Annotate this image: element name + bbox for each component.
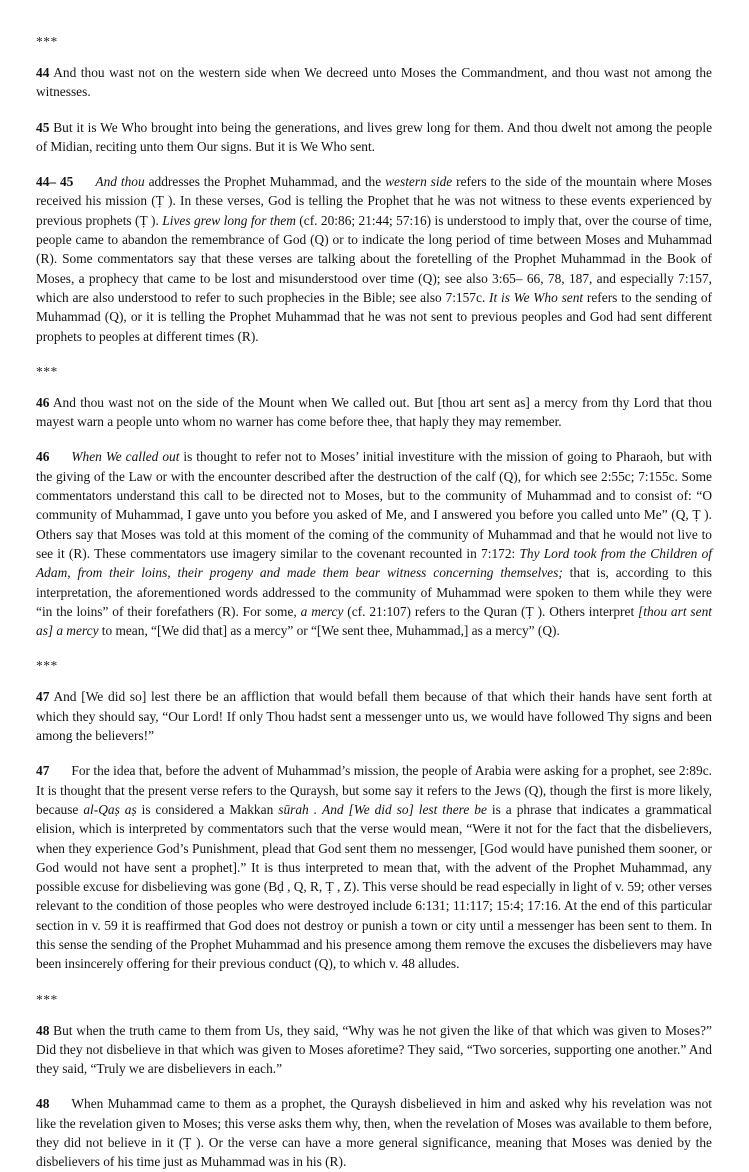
verse-text-44: And thou wast not on the western side when We decreed unto Moses the Commandment, and thou wast not among the witnesses. [36, 65, 713, 100]
verse-paragraph-47 [36, 687, 712, 745]
verse-text-46: And thou wast not on the side of the Mount when We called out. But [thou art sent as] a mercy from thy Lord that thou mayest warn a people unto whom no warner has come before thee, that haply they may remember. [36, 394, 712, 430]
verse-text-47: And [We did so] lest there be an affliction that would befall them because of that which their hands have sent forth at which they should say, “Our Lord! If only Thou hadst sent a messenger unto us, we would have followed Thy signs and been among the believers!” [36, 689, 713, 744]
verse-text-48: But when the truth came to them from Us, they said, “Why was he not given the like of that which was given to Moses?” Did they not disbelieve in that which was given to Moses aforetime? They said, “Two sorceries, supporting one another.” And they said, “Truly we are disbelievers in each.” [36, 1022, 712, 1077]
commentary-runs-46 [36, 449, 712, 638]
commentary-text: refers to the side of the mountain where Moses received his mission (Ṭ ). In these verses, God is telling the Prophet that he was not witness to these events experienced by previous prophets (Ṭ ). [36, 174, 712, 228]
quranic-quotation: sūrah . [278, 801, 318, 817]
verse-paragraph-48 [36, 1021, 712, 1079]
verse-number-44: 44 [36, 65, 50, 80]
commentary-text: addresses the Prophet Muhammad, and the [144, 174, 386, 190]
verse-text-45: But it is We Who brought into being the generations, and lives grew long for them. And thou dwelt not among the people of Midian, reciting unto them Our signs. But it is We Who sent. [36, 119, 713, 154]
verse-paragraph-44 [36, 63, 712, 102]
commentary-number-46: 46 [36, 449, 50, 465]
quranic-quotation: It is We Who sent [489, 289, 584, 305]
commentary-text: (cf. 21:107) refers to the Quran (Ṭ ). Others interpret [343, 603, 639, 619]
verse-paragraph-46 [36, 393, 712, 432]
commentary-paragraph-46 [36, 447, 712, 640]
commentary-text: (cf. 20:86; 21:44; 57:16) is understood to imply that, over the course of time, people came to abandon the remembrance of God (Q) or to indicate the long period of time between Moses and Muhammad (R). Some commentators say that these verses are talking about the foretelling of the Prophet Muhammad in the Book of Moses, a prophecy that came to be lost and misunderstood over time (Q); see also 3:65– 66, 78, 187, and especially 7:157, which are also understood to refer to such prophecies in the Bible; see also 7:157c. [36, 212, 712, 305]
verse-number-46: 46 [36, 394, 50, 410]
commentary-text: is thought to refer not to Moses’ initial investiture with the mission of going to Pharaoh, but with the giving of the Law or with the encounter described after the destruction of the calf (Q), for which see 2:55c; 7:155c. Some commentators understand this call to be directed not to Moses, but to the community of Muhammad and to consist of: “O community of Muhammad, I gave unto you before you asked of Me, and I answered you before you called unto Me” (Q, Ṭ ). Others say that Moses was told at this moment of the coming of the community of Muhammad and that he would not live to see it (R). These commentators use imagery similar to the covenant recounted in 7:172: [36, 449, 712, 561]
section-separator: *** [36, 991, 58, 1007]
quranic-quotation: And thou [95, 174, 145, 190]
verse-number-48: 48 [36, 1022, 50, 1038]
verse-number-45: 45 [36, 119, 50, 135]
quranic-quotation: al-Qaṣ aṣ [83, 801, 137, 817]
commentary-number-48: 48 [36, 1096, 50, 1112]
commentary-text: is a phrase that indicates a grammatical elision, which is interpreted by commentators such that the verse would mean, “Were it not for the fact that the disbelievers, when they experience God’s Punishment, plead that God sent them no messenger, [God would have punished them sooner, or God would not have sent a prophet].” It is thus interpreted to mean that, with the advent of the Prophet Muhammad, any possible excuse for disbelieving was gone (Bḍ , Q, R, Ṭ , Z). This verse should be read especially in light of v. 59; other verses relevant to the condition of those peoples who were destroyed include 6:131; 11:117; 15:4; 17:16. At the end of this particular section in v. 59 it is reaffirmed that God does not destroy or punish a town or city until a messenger has been sent to them. In this sense the sending of the Prophet Muhammad and his presence among them remove the excuses the disbelievers may have been insincerely offering for their previous conduct (Q), to which v. 48 alludes. [36, 801, 713, 972]
commentary-paragraph-48 [36, 1094, 712, 1171]
section-separator: *** [36, 363, 58, 379]
commentary-text: to mean, “[We did that] as a mercy” or “[We sent thee, Muhammad,] as a mercy” (Q). [98, 623, 560, 639]
quranic-quotation: Thy Lord took from the Children of Adam, from their loins, their progeny and made them bear witness concerning themselves; [36, 545, 712, 581]
quranic-quotation: [thou art sent as] a mercy [36, 603, 712, 639]
section-separator: *** [36, 34, 58, 49]
verse-number-47: 47 [36, 689, 50, 705]
quranic-quotation: When We called out [71, 449, 180, 465]
quranic-quotation: And [We did so] lest there be [322, 801, 487, 817]
commentary-text: For the idea that, before the advent of Muhammad’s mission, the people of Arabia were asking for a prophet, see 2:89c. It is thought that the present verse refers to the Quraysh, but some say it refers to the Jews (Q), though the first is more likely, because [36, 763, 712, 817]
verse-paragraph-45 [36, 118, 712, 157]
commentary-number-44-45: 44– 45 [36, 174, 74, 190]
quranic-quotation: a mercy [300, 603, 344, 619]
quranic-quotation: western side [385, 174, 453, 190]
commentary-paragraph-44-45 [36, 172, 712, 346]
commentary-runs-44-45 [36, 174, 712, 343]
commentary-text: When Muhammad came to them as a prophet, the Quraysh disbelieved in him and asked why his revelation was not like the revelation given to Moses; this verse asks them why, then, when the revelation of Moses was available to them before, they did not believe in it (Ṭ ). Or the verse can have a more general significance, meaning that Moses was denied by the disbelievers of his time just as Muhammad was in his (R). [36, 1096, 712, 1170]
commentary-number-47: 47 [36, 763, 50, 779]
commentary-text: is considered a Makkan [136, 801, 279, 817]
commentary-runs-47 [36, 763, 712, 971]
commentary-text: that is, according to this interpretation, the aforementioned words addressed to the community of Muhammad were spoken to them while they were “in the loins” of their forefathers (R). For some, [36, 565, 713, 619]
commentary-paragraph-47 [36, 761, 712, 973]
quranic-quotation: Lives grew long for them [162, 212, 296, 228]
commentary-text: refers to the sending of Muhammad (Q), or it is telling the Prophet Muhammad that he was not sent to previous peoples and God had sent different prophets to peoples at different times (R). [36, 289, 712, 344]
commentary-runs-48 [36, 1096, 712, 1169]
section-separator: *** [36, 658, 58, 674]
